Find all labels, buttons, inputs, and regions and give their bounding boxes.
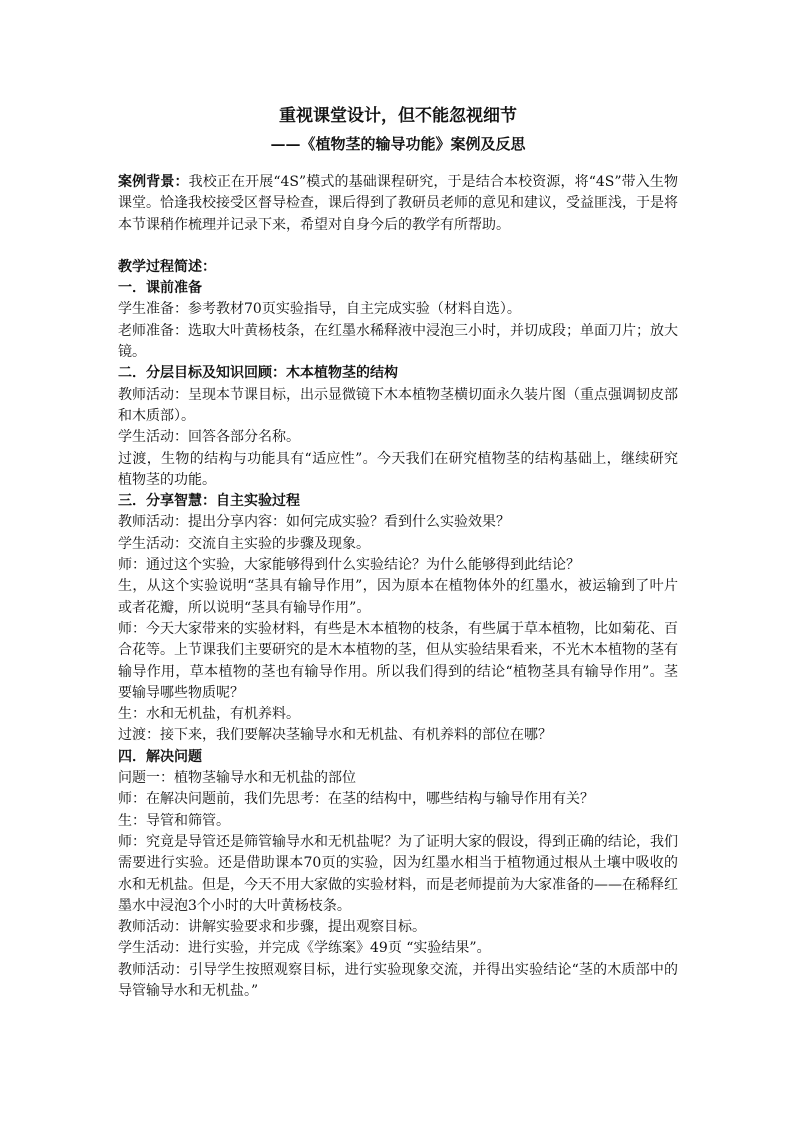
paragraph: 师：今天大家带来的实验材料，有些是木本植物的枝条，有些属于草本植物，比如菊花、百合花等。上节课我们主要研究的是木本植物的茎，但从实验结果看来，不光木本植物的茎有输导作用，草本植物的茎也有输导作用。所以我们得到的结论“植物茎具有输导作用”。茎要输导哪些物质呢？: [118, 620, 678, 701]
paragraph: 教师活动：呈现本节课目标，出示显微镜下木本植物茎横切面永久装片图（重点强调韧皮部和木质部）。: [118, 386, 678, 424]
paragraph: 生：导管和筛管。: [118, 812, 230, 829]
paragraph: 师：在解决问题前，我们先思考：在茎的结构中，哪些结构与输导作用有关？: [118, 791, 594, 808]
process-heading: 教学过程简述：: [118, 258, 216, 275]
document-title: 重视课堂设计，但不能忽视细节: [279, 106, 517, 126]
section-4-heading: 四．解决问题: [118, 748, 202, 765]
paragraph: 师：通过这个实验，大家能够得到什么实验结论？为什么能够得到此结论？: [118, 557, 580, 574]
background-paragraph: [118, 172, 678, 236]
document-subtitle: ——《植物茎的输导功能》案例及反思: [270, 135, 526, 153]
background-label: 案例背景：: [118, 174, 189, 190]
section-2-heading: 二．分层目标及知识回顾：木本植物茎的结构: [118, 365, 398, 382]
paragraph: 学生准备：参考教材70页实验指导，自主完成实验（材料自选）。: [118, 301, 521, 318]
paragraph: 生：水和无机盐，有机养料。: [118, 706, 300, 723]
paragraph: 老师准备：选取大叶黄杨枝条，在红墨水稀释液中浸泡三小时，并切成段；单面刀片；放大镜。: [118, 322, 678, 361]
paragraph: 过渡，生物的结构与功能具有“适应性”。今天我们在研究植物茎的结构基础上，继续研究植物茎的功能。: [118, 450, 678, 488]
paragraph: 生，从这个实验说明“茎具有输导作用”，因为原本在植物体外的红墨水，被运输到了叶片或者花瓣，所以说明“茎具有输导作用”。: [118, 578, 678, 616]
paragraph: 教师活动：讲解实验要求和步骤，提出观察目标。: [118, 919, 426, 936]
background-text: 我校正在开展“4S”模式的基础课程研究，于是结合本校资源，将“4S”带入生物课堂。恰逢我校接受区督导检查，课后得到了教研员老师的意见和建议，受益匪浅，于是将本节课稍作梳理并记录下来，希望对自身今后的教学有所帮助。: [118, 174, 678, 233]
section-1-heading: 一．课前准备: [118, 280, 202, 297]
paragraph: 学生活动：进行实验，并完成《学练案》49页 “实验结果”。: [118, 940, 491, 957]
paragraph: 教师活动：提出分享内容：如何完成实验？看到什么实验效果？: [118, 514, 510, 531]
paragraph: 过渡：接下来，我们要解决茎输导水和无机盐、有机养料的部位在哪？: [118, 727, 552, 744]
paragraph: 学生活动：回答各部分名称。: [118, 429, 300, 446]
document-page: [118, 104, 678, 1002]
section-3-heading: 三．分享智慧：自主实验过程: [118, 493, 300, 510]
spacer: [118, 236, 678, 257]
paragraph: 问题一：植物茎输导水和无机盐的部位: [118, 770, 356, 787]
paragraph: 师：究竟是导管还是筛管输导水和无机盐呢？为了证明大家的假设，得到正确的结论，我们需要进行实验。还是借助课本70页的实验，因为红墨水相当于植物通过根从土壤中吸收的水和无机盐。但是，今天不用大家做的实验材料，而是老师提前为大家准备的——在稀释红墨水中浸泡3个小时的大叶黄杨枝条。: [118, 833, 678, 914]
paragraph: 教师活动：引导学生按照观察目标，进行实验现象交流，并得出实验结论“茎的木质部中的导管输导水和无机盐。”: [118, 961, 678, 999]
paragraph: 学生活动：交流自主实验的步骤及现象。: [118, 535, 370, 552]
